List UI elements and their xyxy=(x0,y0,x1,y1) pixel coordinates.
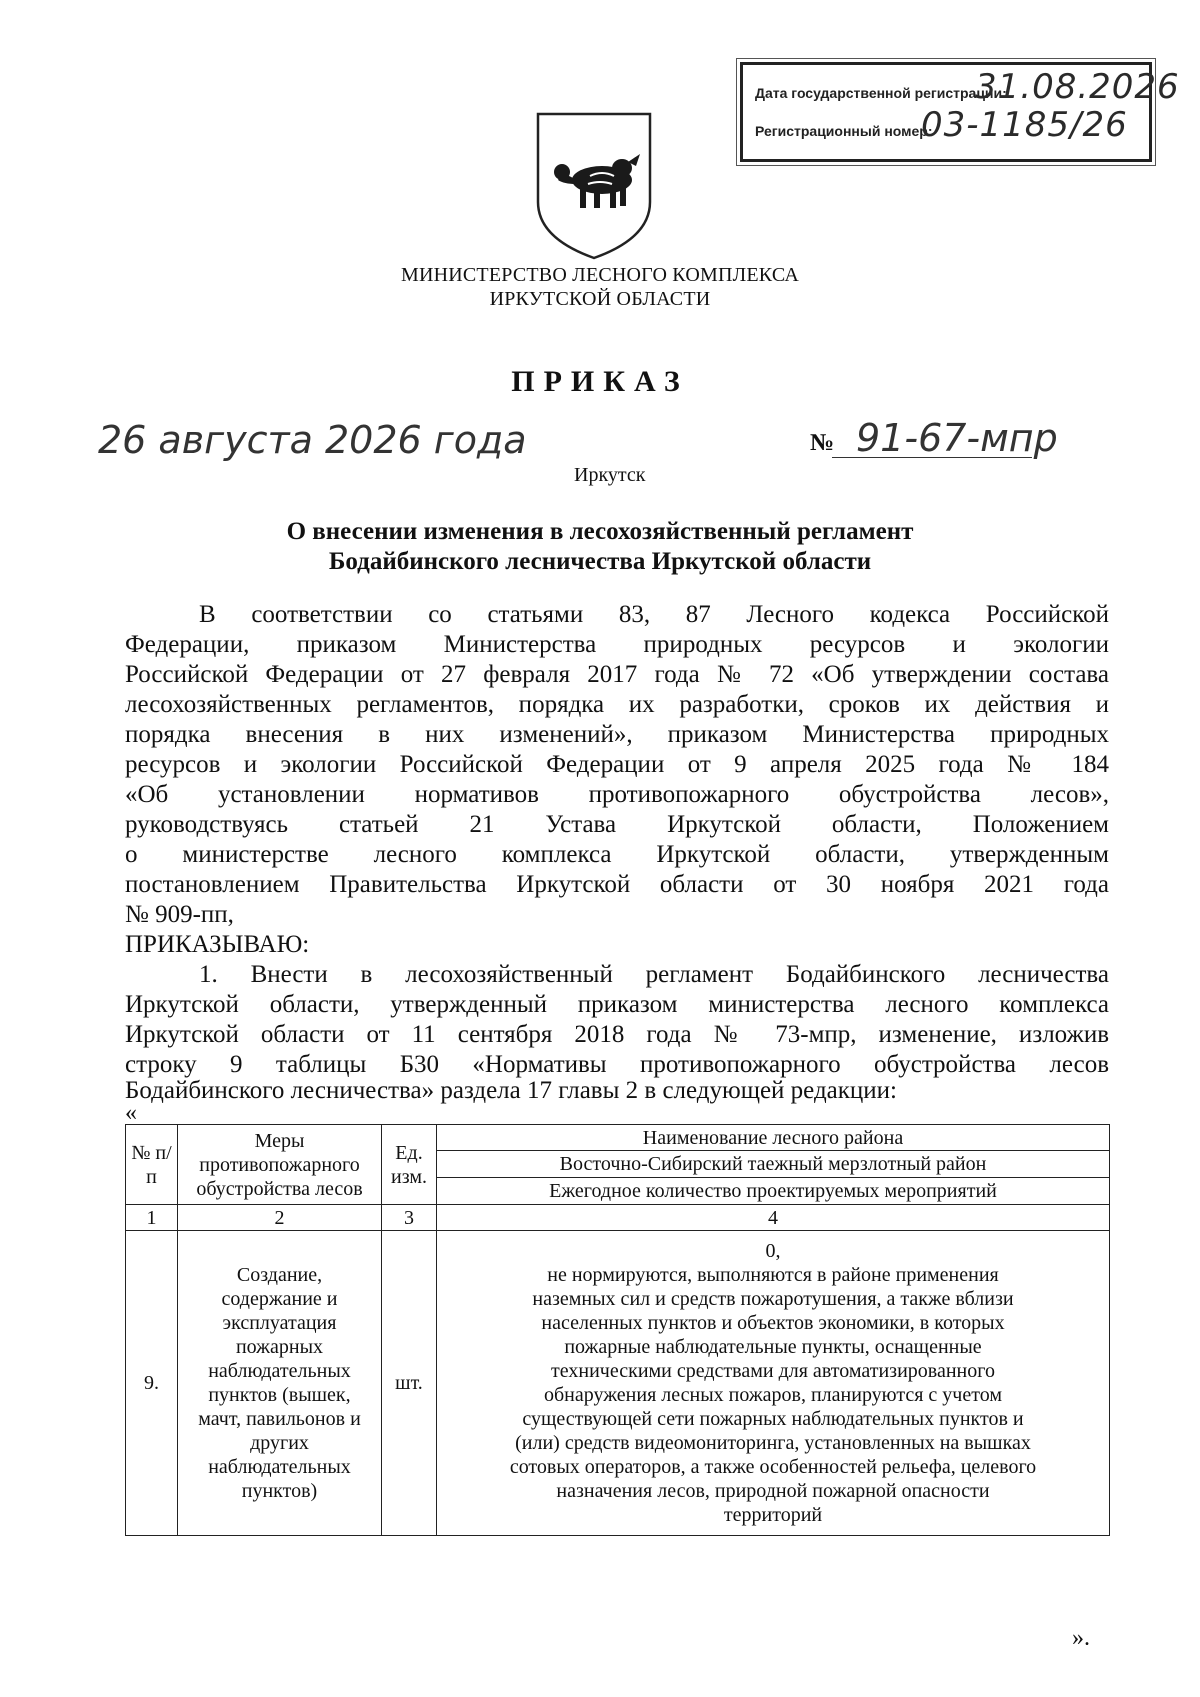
order-date-handwritten: 26 августа 2026 года xyxy=(98,418,527,462)
table-index-row xyxy=(126,1205,1110,1231)
body-line: лесохозяйственных регламентов, порядка их разработки, сроков их действия и xyxy=(125,691,1109,718)
body-line: Федерации, приказом Министерства природных ресурсов и экологии xyxy=(125,631,1109,658)
order-title-line2: Бодайбинского лесничества Иркутской области xyxy=(328,548,872,575)
body-line: Иркутской области, утвержденный приказом министерства лесного комплекса xyxy=(125,991,1109,1018)
body-line: Российской Федерации от 27 февраля 2017 года № 72 «Об утверждении состава xyxy=(125,661,1109,688)
document-type-heading: ПРИКАЗ xyxy=(511,365,689,398)
table-quote-open: « xyxy=(125,1100,137,1126)
header-region-sub: Ежегодное количество проектируемых мероприятий xyxy=(437,1178,1110,1205)
order-number-prefix: № xyxy=(810,430,835,456)
body-line: Бодайбинского лесничества» раздела 17 главы 2 в следующей редакции: xyxy=(125,1077,897,1104)
body-line: о министерстве лесного комплекса Иркутской области, утвержденным xyxy=(125,841,1109,868)
table-row xyxy=(126,1231,1110,1536)
fire-measures-table xyxy=(125,1124,1110,1536)
row-unit: шт. xyxy=(382,1231,437,1536)
reg-number-value: 03-1185/26 xyxy=(921,105,1128,145)
table-quote-close: ». xyxy=(1072,1625,1090,1651)
body-line: «Об установлении нормативов противопожарного обустройства лесов», xyxy=(125,781,1109,808)
index-cell: 3 xyxy=(382,1205,437,1231)
index-cell: 2 xyxy=(178,1205,382,1231)
header-num: № п/п xyxy=(126,1125,178,1205)
index-cell: 1 xyxy=(126,1205,178,1231)
reg-date-value: 31.08.2026 xyxy=(975,67,1180,107)
body-line: строку 9 таблицы Б30 «Нормативы противопожарного обустройства лесов xyxy=(125,1051,1109,1078)
reg-date-label: Дата государственной регистрации: xyxy=(755,85,1007,101)
index-cell: 4 xyxy=(437,1205,1110,1231)
body-line: Иркутской области от 11 сентября 2018 года № 73-мпр, изменение, изложив xyxy=(125,1021,1109,1048)
ministry-name-line1: МИНИСТЕРСТВО ЛЕСНОГО КОМПЛЕКСА xyxy=(400,264,800,286)
ministry-name-line2: ИРКУТСКОЙ ОБЛАСТИ xyxy=(489,288,711,310)
order-title-line1: О внесении изменения в лесохозяйственный регламент xyxy=(286,518,914,545)
header-region-title: Наименование лесного района xyxy=(437,1125,1110,1151)
row-value: 0, не нормируются, выполняются в районе применения наземных сил и средств пожаротушения, а также вблизи населенных пунктов и объектов экономики, в которых пожарные наблюдательные пункты, оснащенные техническими средствами для автоматизированного обнаружения лесных пожаров, планируются с учетом существующей сети пожарных наблюдательных пунктов и (или) средств видеомониторинга, установленных на вышках сотовых операторов, а также особенностей рельефа, целевого назначения лесов, природной пожарной опасности территорий xyxy=(437,1231,1110,1536)
reg-number-label: Регистрационный номер: xyxy=(755,123,933,139)
body-line: 1. Внести в лесохозяйственный регламент Бодайбинского лесничества xyxy=(199,961,1109,988)
body-line: В соответствии со статьями 83, 87 Лесного кодекса Российской xyxy=(199,601,1109,628)
body-line: постановлением Правительства Иркутской области от 30 ноября 2021 года xyxy=(125,871,1109,898)
city-name: Иркутск xyxy=(574,464,646,486)
irkutsk-coat-of-arms-icon xyxy=(532,110,656,262)
body-line: ресурсов и экологии Российской Федерации от 9 апреля 2025 года № 184 xyxy=(125,751,1109,778)
row-num: 9. xyxy=(126,1231,178,1536)
header-region-name: Восточно-Сибирский таежный мерзлотный район xyxy=(437,1151,1110,1178)
order-directive-word: ПРИКАЗЫВАЮ: xyxy=(125,931,310,958)
order-number-underline xyxy=(832,457,1032,458)
body-line: № 909-пп, xyxy=(125,901,234,928)
header-measures: Меры противопожарного обустройства лесов xyxy=(178,1125,382,1205)
order-number-handwritten: 91-67-мпр xyxy=(856,416,1058,460)
body-line: руководствуясь статьей 21 Устава Иркутской области, Положением xyxy=(125,811,1109,838)
registration-stamp xyxy=(740,62,1180,162)
row-measure: Создание, содержание и эксплуатация пожарных наблюдательных пунктов (вышек, мачт, павильонов и других наблюдательных пунктов) xyxy=(178,1231,382,1536)
header-unit: Ед. изм. xyxy=(382,1125,437,1205)
body-line: порядка внесения в них изменений», приказом Министерства природных xyxy=(125,721,1109,748)
